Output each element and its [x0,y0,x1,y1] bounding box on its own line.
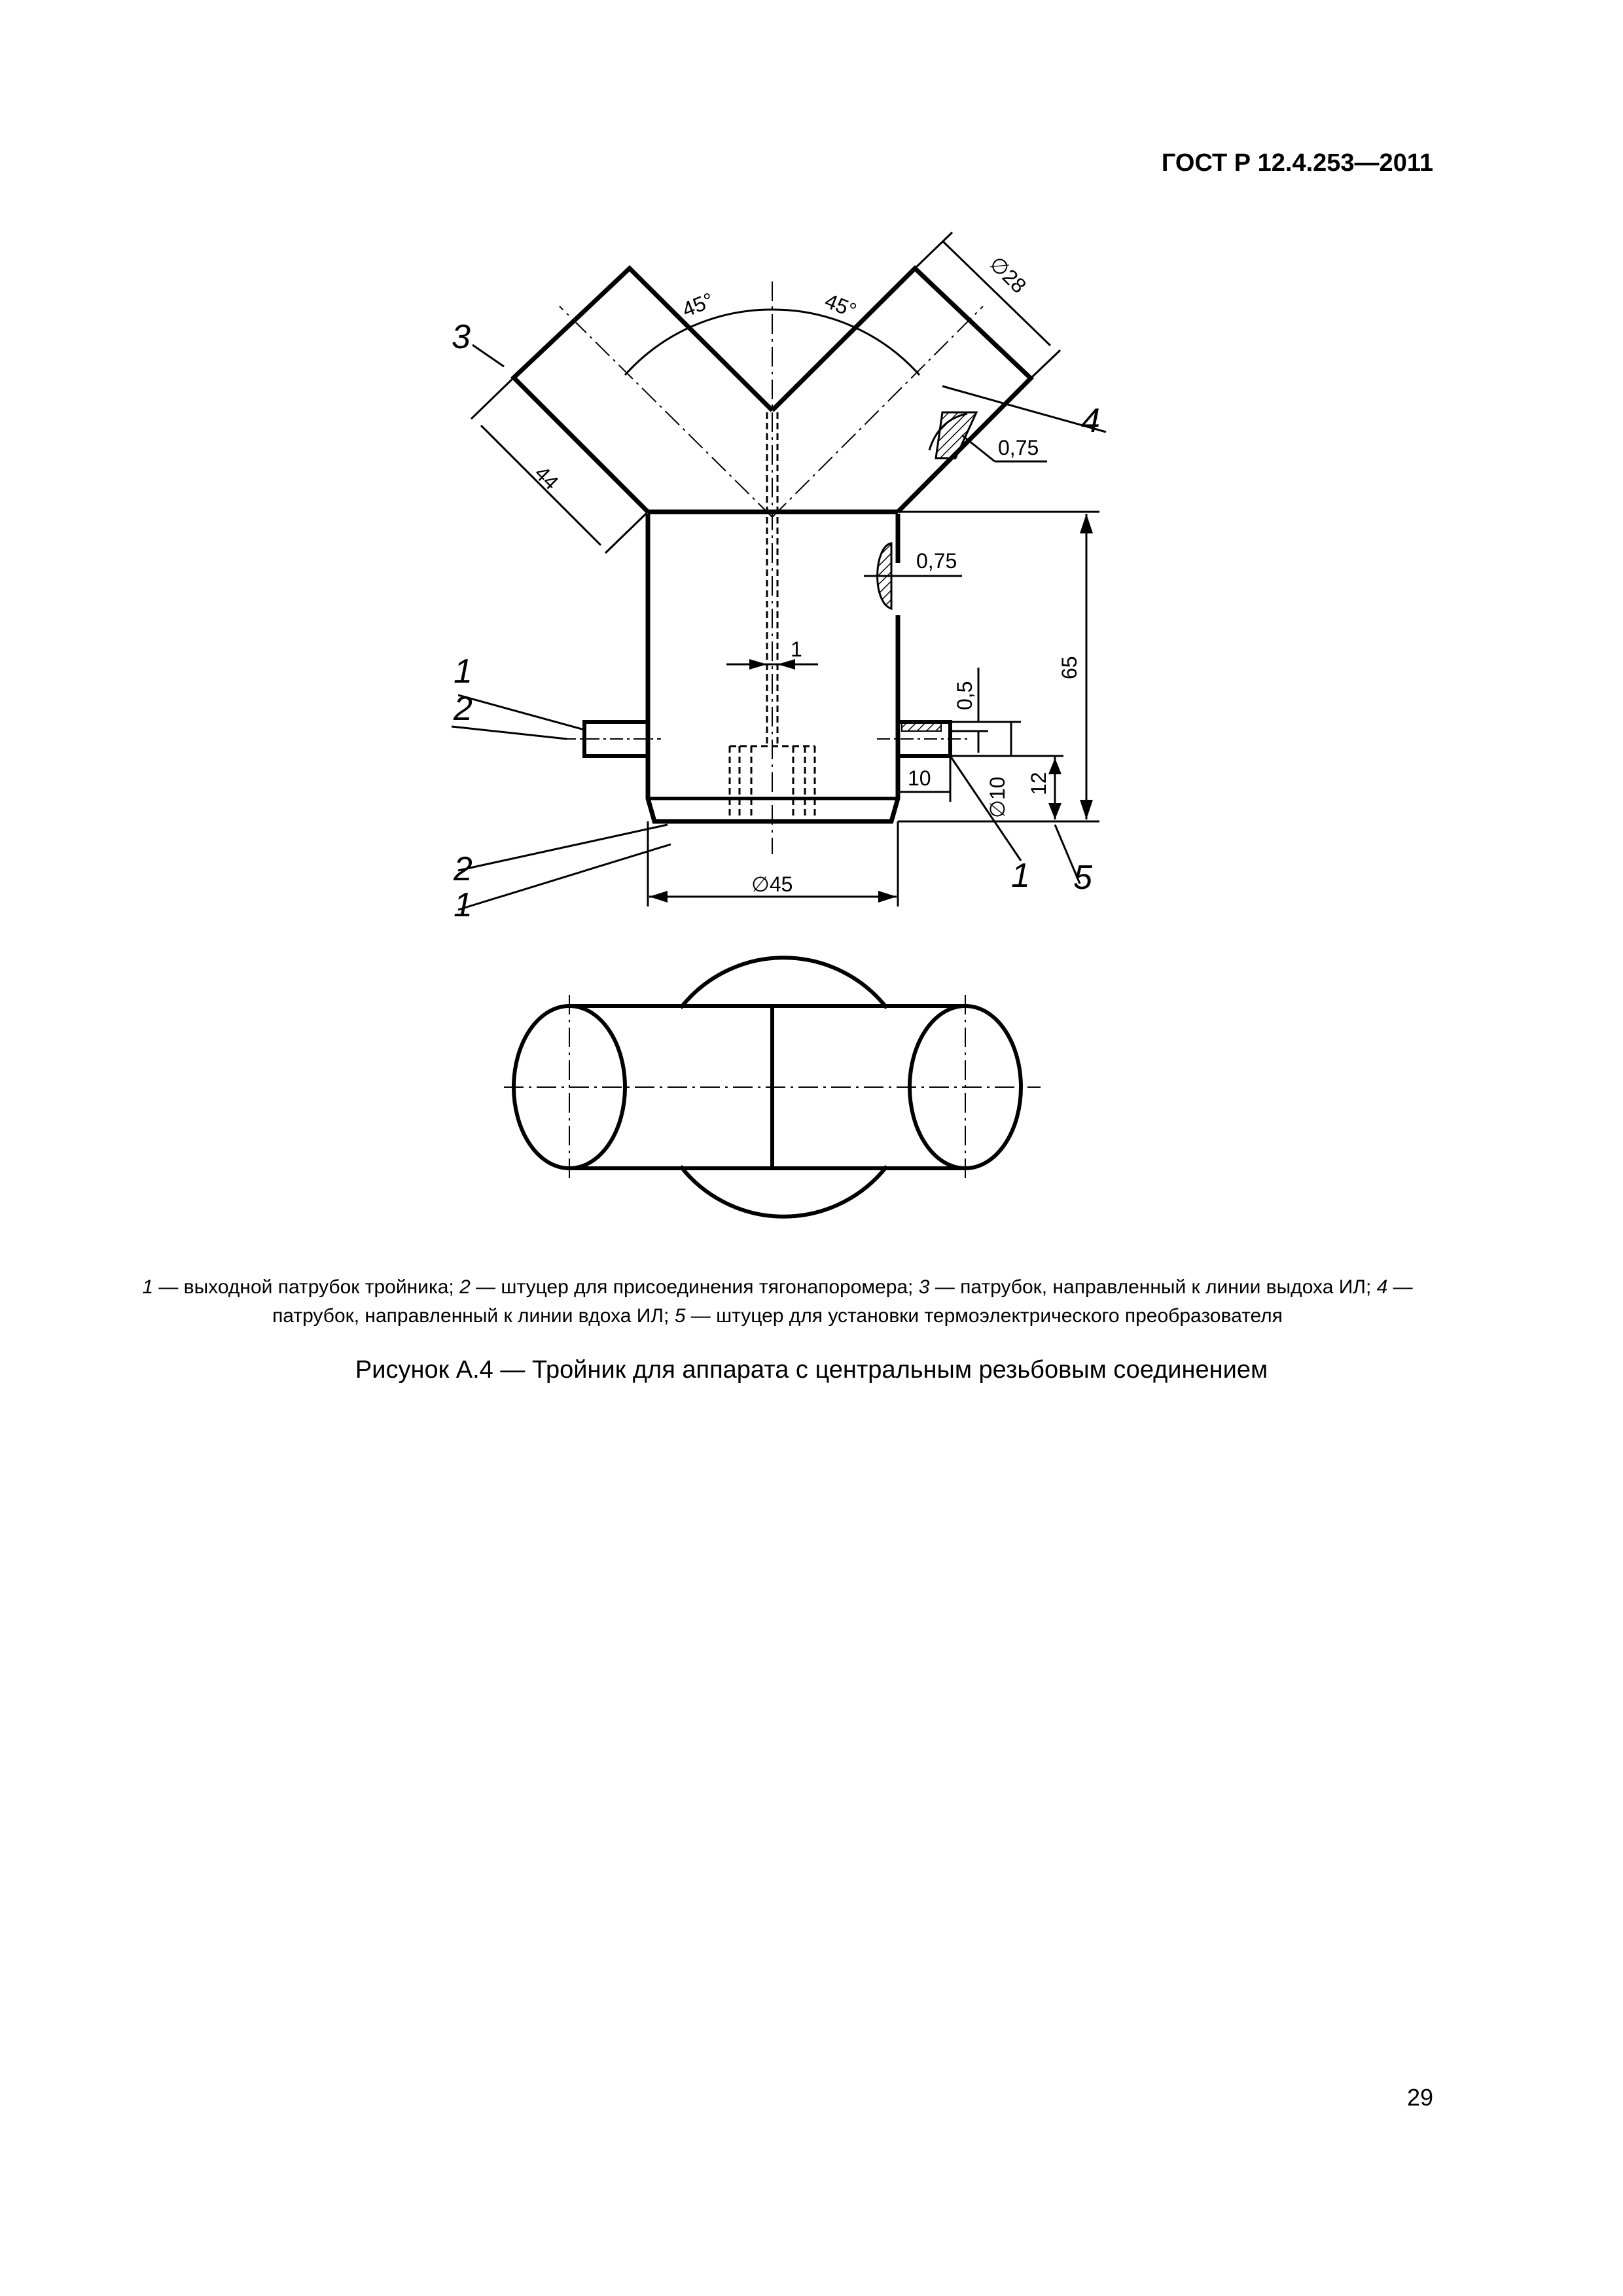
legend-num-5: 5 [674,1305,686,1327]
document-header: ГОСТ Р 12.4.253—2011 [1161,149,1433,177]
dim-wall-branch: 0,75 [998,436,1039,459]
dim-height-0-5: 0,5 [953,681,976,710]
body-dimensions [452,512,1099,910]
dimension-arrows [649,514,1093,903]
wall-section-branch [936,412,976,458]
dim-wall-side: 0,75 [916,549,957,573]
legend-num-1: 1 [142,1276,154,1298]
leader-label-2-bottom: 2 [454,850,473,888]
dim-height-65: 65 [1058,656,1081,679]
dim-dia-45: ∅45 [751,872,793,896]
dim-slot: 1 [791,637,802,661]
leader-label-2-top: 2 [454,690,473,728]
legend-text-1: — выходной патрубок тройника; [153,1276,460,1298]
leader-label-5: 5 [1073,859,1092,897]
branch-4-outline [772,268,1031,512]
dim-dia-28: ∅28 [985,251,1031,298]
legend-text-4: — патрубок, направленный к линии вдоха ИЛ; [272,1276,1413,1327]
plan-view [504,958,1041,1216]
angle-right-label: 45° [821,289,860,323]
legend-text-3: — патрубок, направленный к линии выдоха ИЛ; [929,1276,1377,1298]
angle-left-label: 45° [679,287,717,322]
legend-num-4: 4 [1376,1276,1388,1298]
plan-body-top-arc [681,958,887,1008]
dim-dia-10: ∅10 [986,776,1009,818]
leader-label-3: 3 [452,318,471,356]
leader-label-1-right: 1 [1011,857,1030,895]
legend-num-2: 2 [459,1276,471,1298]
leader-label-4: 4 [1081,402,1100,440]
dim-length-44: 44 [530,461,563,495]
figure-legend [120,1273,1435,1331]
axis-branch-3 [560,306,772,517]
page-number: 29 [1406,2084,1433,2111]
legend-num-3: 3 [918,1276,930,1298]
dim-height-12: 12 [1027,772,1050,795]
dim-width-10: 10 [908,766,931,790]
figure-caption: Рисунок А.4 — Тройник для аппарата с центральным резьбовым соединением [355,1356,1268,1384]
legend-text-5: — штуцер для установки термоэлектрического преобразователя [685,1305,1283,1327]
fitting-5-section [902,722,941,731]
leader-label-1-bottom: 1 [454,886,473,924]
plan-body-bottom-arc [681,1166,887,1217]
leader-label-1-top: 1 [454,653,473,691]
legend-text-2: — штуцер для присоединения тягонапоромера; [470,1276,919,1298]
